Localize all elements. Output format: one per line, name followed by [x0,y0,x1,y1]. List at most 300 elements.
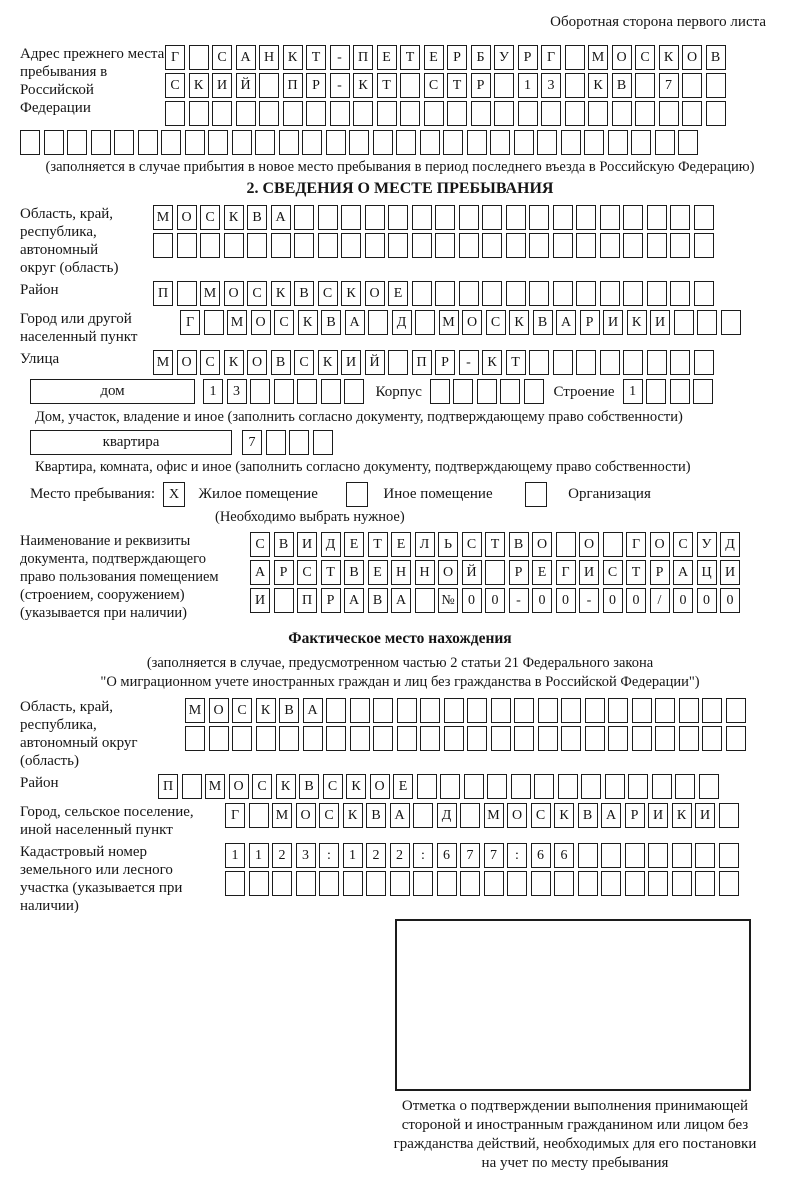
char-box[interactable] [514,726,534,751]
char-box[interactable] [490,130,510,155]
char-box[interactable] [534,774,554,799]
char-box[interactable]: С [424,73,444,98]
char-box[interactable]: 0 [462,588,482,613]
char-box[interactable] [420,130,440,155]
char-box[interactable]: К [224,205,244,230]
char-box[interactable] [189,45,209,70]
char-box[interactable]: О [365,281,385,306]
char-box[interactable]: А [390,803,410,828]
char-box[interactable]: О [462,310,482,335]
char-box[interactable] [646,379,666,404]
char-box[interactable] [682,101,702,126]
char-box[interactable] [400,101,420,126]
char-box[interactable] [608,726,628,751]
char-box[interactable] [531,871,551,896]
char-box[interactable] [165,101,185,126]
char-box[interactable] [297,379,317,404]
char-box[interactable] [623,205,643,230]
char-box[interactable] [494,101,514,126]
char-box[interactable]: 6 [531,843,551,868]
char-box[interactable]: К [346,774,366,799]
char-box[interactable]: С [250,532,270,557]
char-box[interactable]: О [209,698,229,723]
char-box[interactable] [388,233,408,258]
char-box[interactable] [721,310,741,335]
char-box[interactable] [460,803,480,828]
char-box[interactable]: Е [388,281,408,306]
char-box[interactable] [256,726,276,751]
char-box[interactable]: 2 [272,843,292,868]
char-box[interactable]: К [318,350,338,375]
char-box[interactable]: Ц [697,560,717,585]
char-box[interactable] [482,281,502,306]
char-box[interactable] [388,350,408,375]
char-box[interactable]: И [250,588,270,613]
char-box[interactable] [209,726,229,751]
char-box[interactable] [506,281,526,306]
char-box[interactable]: А [250,560,270,585]
char-box[interactable]: 0 [603,588,623,613]
char-box[interactable]: Т [626,560,646,585]
char-box[interactable]: Д [321,532,341,557]
char-box[interactable] [249,803,269,828]
char-box[interactable] [588,101,608,126]
char-box[interactable]: Л [415,532,435,557]
char-box[interactable]: П [283,73,303,98]
char-box[interactable]: К [554,803,574,828]
char-box[interactable]: В [247,205,267,230]
char-box[interactable] [524,379,544,404]
char-box[interactable] [413,871,433,896]
char-box[interactable]: И [603,310,623,335]
char-box[interactable] [373,130,393,155]
char-box[interactable]: Т [306,45,326,70]
char-box[interactable]: Т [485,532,505,557]
char-box[interactable] [655,130,675,155]
char-box[interactable] [695,843,715,868]
char-box[interactable] [702,726,722,751]
char-box[interactable]: Р [509,560,529,585]
char-box[interactable] [706,73,726,98]
char-box[interactable] [561,698,581,723]
char-box[interactable] [326,726,346,751]
char-box[interactable]: В [279,698,299,723]
char-box[interactable] [719,871,739,896]
char-box[interactable] [556,532,576,557]
char-box[interactable] [529,281,549,306]
char-box[interactable]: / [650,588,670,613]
char-box[interactable] [576,281,596,306]
char-box[interactable]: Е [377,45,397,70]
char-box[interactable]: С [247,281,267,306]
char-box[interactable]: О [296,803,316,828]
char-box[interactable] [294,233,314,258]
char-box[interactable] [506,233,526,258]
char-box[interactable] [694,233,714,258]
char-box[interactable]: У [494,45,514,70]
char-box[interactable] [678,130,698,155]
char-box[interactable]: 3 [541,73,561,98]
char-box[interactable] [506,205,526,230]
char-box[interactable] [670,205,690,230]
char-box[interactable] [321,379,341,404]
char-box[interactable] [272,871,292,896]
char-box[interactable] [600,281,620,306]
char-box[interactable] [541,101,561,126]
char-box[interactable] [366,871,386,896]
char-box[interactable] [529,350,549,375]
char-box[interactable] [250,379,270,404]
char-box[interactable] [289,430,309,455]
char-box[interactable]: К [276,774,296,799]
char-box[interactable]: К [659,45,679,70]
char-box[interactable] [697,310,717,335]
char-box[interactable] [189,101,209,126]
char-box[interactable] [702,698,722,723]
char-box[interactable] [605,774,625,799]
char-box[interactable]: О [532,532,552,557]
char-box[interactable] [635,73,655,98]
char-box[interactable] [625,843,645,868]
char-box[interactable]: Е [391,532,411,557]
char-box[interactable] [514,130,534,155]
char-box[interactable] [447,101,467,126]
char-box[interactable] [652,774,672,799]
char-box[interactable]: Р [321,588,341,613]
char-box[interactable]: С [252,774,272,799]
char-box[interactable]: В [366,803,386,828]
char-box[interactable]: И [212,73,232,98]
char-box[interactable] [670,233,690,258]
char-box[interactable]: 0 [720,588,740,613]
char-box[interactable]: В [299,774,319,799]
char-box[interactable]: С [531,803,551,828]
char-box[interactable]: О [650,532,670,557]
char-box[interactable]: Й [462,560,482,585]
char-box[interactable]: А [271,205,291,230]
char-box[interactable]: К [341,281,361,306]
char-box[interactable]: В [578,803,598,828]
char-box[interactable]: Е [424,45,444,70]
char-box[interactable] [518,101,538,126]
char-box[interactable] [67,130,87,155]
char-box[interactable] [647,350,667,375]
char-box[interactable] [415,588,435,613]
char-box[interactable] [412,205,432,230]
char-box[interactable] [319,871,339,896]
char-box[interactable] [412,281,432,306]
char-box[interactable] [161,130,181,155]
char-box[interactable] [365,205,385,230]
char-box[interactable]: М [200,281,220,306]
char-box[interactable] [565,101,585,126]
char-box[interactable] [600,350,620,375]
char-box[interactable]: С [297,560,317,585]
char-box[interactable] [538,698,558,723]
char-box[interactable]: 2 [390,843,410,868]
char-box[interactable] [460,871,480,896]
char-box[interactable]: О [177,205,197,230]
char-box[interactable] [647,205,667,230]
char-box[interactable]: Т [447,73,467,98]
char-box[interactable] [529,205,549,230]
char-box[interactable]: И [695,803,715,828]
char-box[interactable] [537,130,557,155]
char-box[interactable] [471,101,491,126]
char-box[interactable] [271,233,291,258]
char-box[interactable]: Р [435,350,455,375]
char-box[interactable] [578,843,598,868]
char-box[interactable] [608,698,628,723]
char-box[interactable] [326,698,346,723]
char-box[interactable] [182,774,202,799]
char-box[interactable] [283,101,303,126]
char-box[interactable] [538,726,558,751]
char-box[interactable] [91,130,111,155]
char-box[interactable] [224,233,244,258]
char-box[interactable] [632,726,652,751]
char-box[interactable] [435,205,455,230]
char-box[interactable]: О [370,774,390,799]
char-box[interactable]: П [153,281,173,306]
char-box[interactable]: С [635,45,655,70]
char-box[interactable]: К [509,310,529,335]
char-box[interactable] [679,698,699,723]
char-box[interactable] [603,532,623,557]
char-box[interactable]: А [303,698,323,723]
char-box[interactable] [373,698,393,723]
char-box[interactable] [274,588,294,613]
char-box[interactable] [675,774,695,799]
char-box[interactable] [554,871,574,896]
char-box[interactable] [576,233,596,258]
char-box[interactable] [487,774,507,799]
char-box[interactable] [500,379,520,404]
char-box[interactable]: К [627,310,647,335]
char-box[interactable]: С [603,560,623,585]
char-box[interactable]: К [588,73,608,98]
char-box[interactable]: В [612,73,632,98]
char-box[interactable] [561,726,581,751]
char-box[interactable] [368,310,388,335]
char-box[interactable]: - [579,588,599,613]
char-box[interactable] [670,379,690,404]
char-box[interactable]: С [323,774,343,799]
char-box[interactable]: И [648,803,668,828]
char-box[interactable]: С [486,310,506,335]
char-box[interactable]: А [236,45,256,70]
char-box[interactable]: М [439,310,459,335]
char-box[interactable] [467,130,487,155]
char-box[interactable] [326,130,346,155]
char-box[interactable] [343,871,363,896]
char-box[interactable] [212,101,232,126]
char-box[interactable]: П [158,774,178,799]
char-box[interactable] [415,310,435,335]
char-box[interactable] [623,233,643,258]
char-box[interactable] [647,233,667,258]
char-box[interactable]: : [507,843,527,868]
char-box[interactable] [585,726,605,751]
char-box[interactable] [444,698,464,723]
char-box[interactable]: 1 [249,843,269,868]
char-box[interactable] [584,130,604,155]
char-box[interactable] [349,130,369,155]
char-box[interactable]: Г [180,310,200,335]
char-box[interactable] [674,310,694,335]
char-box[interactable]: Р [518,45,538,70]
char-box[interactable] [302,130,322,155]
char-box[interactable] [388,205,408,230]
char-box[interactable]: 1 [203,379,223,404]
char-box[interactable] [648,871,668,896]
char-box[interactable]: Р [580,310,600,335]
char-box[interactable]: 0 [556,588,576,613]
checkbox-residential[interactable]: X [163,482,185,507]
char-box[interactable] [600,205,620,230]
char-box[interactable] [565,45,585,70]
char-box[interactable] [581,774,601,799]
char-box[interactable]: В [509,532,529,557]
char-box[interactable] [247,233,267,258]
char-box[interactable]: О [612,45,632,70]
char-box[interactable]: 1 [623,379,643,404]
char-box[interactable]: Т [377,73,397,98]
char-box[interactable] [679,726,699,751]
char-box[interactable] [397,698,417,723]
char-box[interactable] [294,205,314,230]
char-box[interactable]: П [297,588,317,613]
char-box[interactable] [693,379,713,404]
char-box[interactable]: М [272,803,292,828]
char-box[interactable] [726,726,746,751]
char-box[interactable] [484,871,504,896]
char-box[interactable]: 7 [484,843,504,868]
char-box[interactable] [682,73,702,98]
char-box[interactable]: 0 [626,588,646,613]
char-box[interactable]: К [283,45,303,70]
char-box[interactable]: 1 [518,73,538,98]
char-box[interactable]: Р [306,73,326,98]
char-box[interactable] [274,379,294,404]
char-box[interactable]: О [251,310,271,335]
char-box[interactable]: Ь [438,532,458,557]
char-box[interactable]: 0 [532,588,552,613]
char-box[interactable]: К [353,73,373,98]
char-box[interactable]: 7 [242,430,262,455]
char-box[interactable] [648,843,668,868]
char-box[interactable] [114,130,134,155]
char-box[interactable]: Г [225,803,245,828]
char-box[interactable]: А [673,560,693,585]
char-box[interactable]: Т [368,532,388,557]
char-box[interactable]: О [579,532,599,557]
char-box[interactable]: 3 [296,843,316,868]
char-box[interactable] [344,379,364,404]
char-box[interactable] [694,205,714,230]
char-box[interactable] [553,281,573,306]
char-box[interactable]: - [330,45,350,70]
char-box[interactable]: М [588,45,608,70]
char-box[interactable] [699,774,719,799]
char-box[interactable] [672,871,692,896]
char-box[interactable] [185,130,205,155]
char-box[interactable]: С [274,310,294,335]
char-box[interactable]: Р [447,45,467,70]
char-box[interactable] [303,726,323,751]
char-box[interactable] [482,205,502,230]
char-box[interactable] [670,281,690,306]
house-type-box[interactable]: дом [30,379,195,404]
char-box[interactable]: Г [541,45,561,70]
char-box[interactable] [694,281,714,306]
char-box[interactable]: О [224,281,244,306]
char-box[interactable]: А [344,588,364,613]
char-box[interactable] [706,101,726,126]
char-box[interactable]: Н [415,560,435,585]
char-box[interactable] [412,233,432,258]
char-box[interactable]: К [224,350,244,375]
char-box[interactable]: 6 [554,843,574,868]
char-box[interactable] [138,130,158,155]
char-box[interactable]: О [507,803,527,828]
char-box[interactable]: У [697,532,717,557]
apartment-type-box[interactable]: квартира [30,430,232,455]
char-box[interactable]: А [556,310,576,335]
char-box[interactable]: Г [556,560,576,585]
char-box[interactable] [695,871,715,896]
char-box[interactable]: М [484,803,504,828]
char-box[interactable]: А [345,310,365,335]
char-box[interactable] [553,205,573,230]
char-box[interactable] [514,698,534,723]
char-box[interactable] [655,726,675,751]
char-box[interactable] [601,871,621,896]
char-box[interactable] [259,101,279,126]
char-box[interactable] [424,101,444,126]
char-box[interactable]: Т [400,45,420,70]
char-box[interactable] [719,803,739,828]
char-box[interactable]: Т [506,350,526,375]
char-box[interactable] [350,698,370,723]
char-box[interactable] [585,698,605,723]
char-box[interactable] [576,205,596,230]
char-box[interactable]: С [294,350,314,375]
char-box[interactable] [177,281,197,306]
char-box[interactable]: С [318,281,338,306]
char-box[interactable] [601,843,621,868]
char-box[interactable] [608,130,628,155]
char-box[interactable]: П [353,45,373,70]
char-box[interactable] [726,698,746,723]
char-box[interactable]: К [343,803,363,828]
char-box[interactable] [259,73,279,98]
char-box[interactable] [225,871,245,896]
char-box[interactable] [430,379,450,404]
char-box[interactable] [482,233,502,258]
char-box[interactable] [491,698,511,723]
char-box[interactable]: Н [391,560,411,585]
char-box[interactable] [576,350,596,375]
char-box[interactable]: В [368,588,388,613]
char-box[interactable]: О [177,350,197,375]
char-box[interactable]: Е [393,774,413,799]
char-box[interactable]: В [344,560,364,585]
char-box[interactable] [647,281,667,306]
char-box[interactable] [435,233,455,258]
char-box[interactable] [632,698,652,723]
char-box[interactable]: П [412,350,432,375]
